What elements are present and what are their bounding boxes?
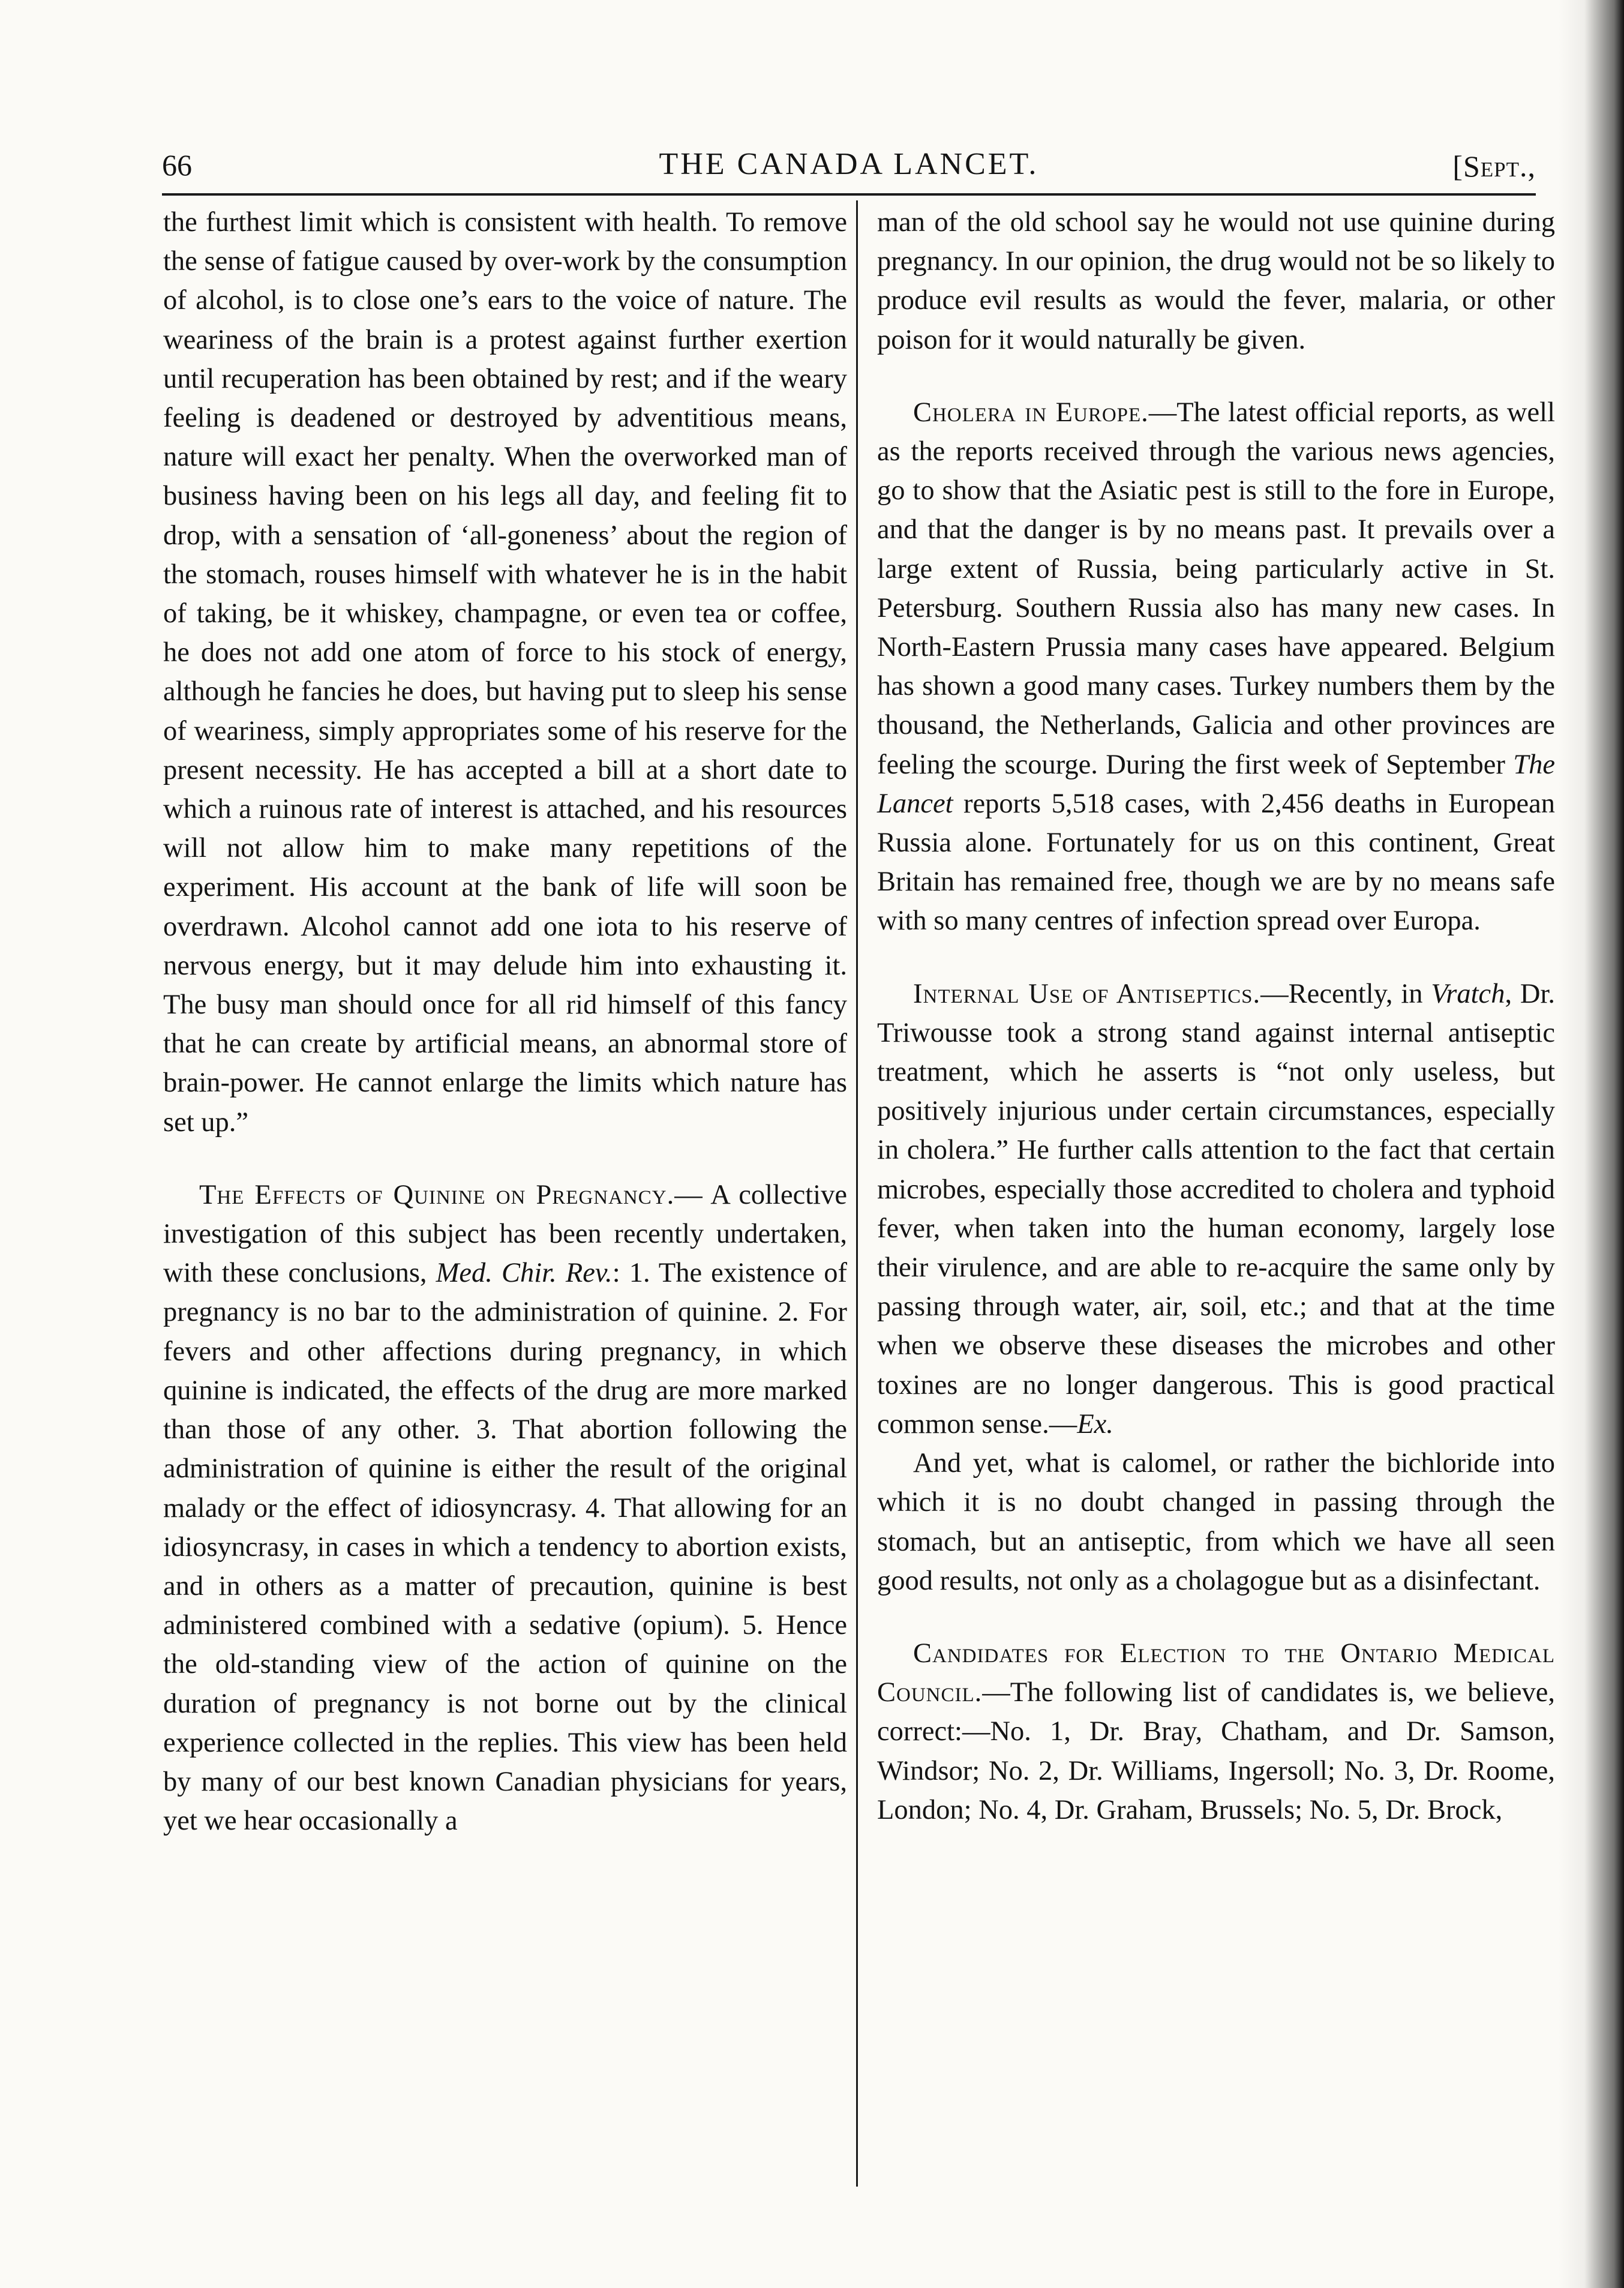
antiseptics-heading: Internal Use of Antiseptics. xyxy=(913,978,1261,1009)
issue-date: [Sept., xyxy=(1452,149,1536,183)
column-divider xyxy=(856,200,858,2187)
candidates-text: —The following list of candidates is, we believe, correct:—No. 1, Dr. Bray, Chatham, and Dr. Samson, Windsor; No. 2, Dr. Williams, Ingersoll; No. 3, Dr. Roome, London; No. 4, Dr. Graham, Brussels; No. 5, Dr. Brock, xyxy=(877,1677,1555,1825)
antiseptics-article xyxy=(877,974,1555,1444)
antiseptics-text-1: —Recently, in xyxy=(1260,978,1431,1009)
quinine-article xyxy=(163,1176,847,1840)
page-number: 66 xyxy=(162,148,192,182)
quinine-heading: The Effects of Quinine on Pregnancy. xyxy=(199,1179,675,1210)
candidates-article xyxy=(877,1634,1555,1830)
left-column xyxy=(163,203,847,1840)
quinine-text-1: — A collective investigation of this subject has been recently undertaken, with these conclusions, xyxy=(163,1179,847,1289)
scan-edge-shadow xyxy=(1558,0,1624,2288)
quinine-continuation: man of the old school say he would not use quinine during pregnancy. In our opinion, the drug would not be so likely to produce evil results as would the fever, malaria, or other poison for it would naturally be given. xyxy=(877,207,1555,355)
antiseptics-ex: Ex. xyxy=(1077,1408,1113,1440)
quinine-text-2: : 1. The existence of pregnancy is no bar to the administration of quinine. 2. For fevers and other affections during pregnancy, in which quinine is indicated, the effects of the drug are more marked than those of any other. 3. That abortion following the administration of quinine is either the result of the original malady or the effect of idiosyncrasy. 4. That allowing for an idiosyncrasy, in cases in which a tendency to abortion exists, and in others as a matter of precaution, quinine is best administered combined with a sedative (opium). 5. Hence the old-standing view of the action of quinine on the duration of pregnancy is not borne out by the clinical experience collected in the replies. This view has been held by many of our best known Canadian physicians for years, yet we hear occasionally a xyxy=(163,1258,847,1837)
running-header xyxy=(162,139,1536,193)
alcohol-paragraph: the furthest limit which is consistent with health. To remove the sense of fatigue caused by over-work by the consumption of alcohol, is to close one’s ears to the voice of nature. The weariness of the brain is a protest against further exertion until recuperation has been obtained by rest; and if the weary feeling is deadened or destroyed by adventitious means, nature will exact her penalty. When the overworked man of business having been on his legs all day, and feeling fit to drop, with a sensation of ‘all-goneness’ about the region of the stomach, rouses himself with whatever he is in the habit of taking, be it whiskey, champagne, or even tea or coffee, he does not add one atom of force to his stock of energy, although he fancies he does, but having put to sleep his sense of weariness, simply appropriates some of his reserve for the present necessity. He has accepted a bill at a short date to which a ruinous rate of interest is attached, and his resources will not allow him to make many repetitions of the experiment. His account at the bank of life will soon be overdrawn. Alcohol cannot add one iota to his reserve of nervous energy, but it may delude him into exhausting it. The busy man should once for all rid himself of this fancy that he can create by artificial means, an abnormal store of brain-power. He cannot enlarge the limits which nature has set up.” xyxy=(163,207,847,1138)
header-rule xyxy=(162,193,1536,196)
cholera-source: The Lancet xyxy=(877,749,1555,819)
right-column xyxy=(877,203,1555,1830)
journal-title: THE CANADA LANCET. xyxy=(659,147,1039,181)
cholera-text-1: —The latest official reports, as well as the reports received through the various news agencies, go to show that the Asiatic pest is still to the fore in Europe, and that the danger is by no means past. It prevails over a large extent of Russia, being particularly active in St. Petersburg. Southern Russia also has many new cases. In North-Eastern Prussia many cases have appeared. Belgium has shown a good many cases. Turkey numbers them by the thousand, the Netherlands, Galicia and other provinces are feeling the scourge. During the first week of September xyxy=(877,397,1555,780)
candidates-heading: Candidates for Election to the Ontario Medical Council. xyxy=(877,1638,1555,1708)
calomel-paragraph: And yet, what is calomel, or rather the bichloride into which it is no doubt changed in passing through the stomach, but an antiseptic, from which we have all seen good results, not only as a cholagogue but as a disinfectant. xyxy=(877,1448,1555,1596)
cholera-article xyxy=(877,393,1555,941)
quinine-source: Med. Chir. Rev. xyxy=(436,1258,613,1289)
cholera-text-2: reports 5,518 cases, with 2,456 deaths in European Russia alone. Fortunately for us on this continent, Great Britain has remained free, though we are by no means safe with so many centres of infection spread over Europa. xyxy=(877,788,1555,937)
antiseptics-source: Vratch xyxy=(1431,978,1505,1009)
cholera-heading: Cholera in Europe. xyxy=(913,397,1149,428)
antiseptics-text-2: , Dr. Triwousse took a strong stand against internal antiseptic treatment, which he asserts is “not only useless, but positively injurious under certain circumstances, especially in cholera.” He further calls attention to the fact that certain microbes, especially those accredited to cholera and typhoid fever, when taken into the human economy, largely lose their virulence, and are able to re-acquire the same only by passing through water, air, soil, etc.; and that at the time when we observe these diseases the microbes and other toxines are no longer dangerous. This is good practical common sense.— xyxy=(877,978,1556,1440)
